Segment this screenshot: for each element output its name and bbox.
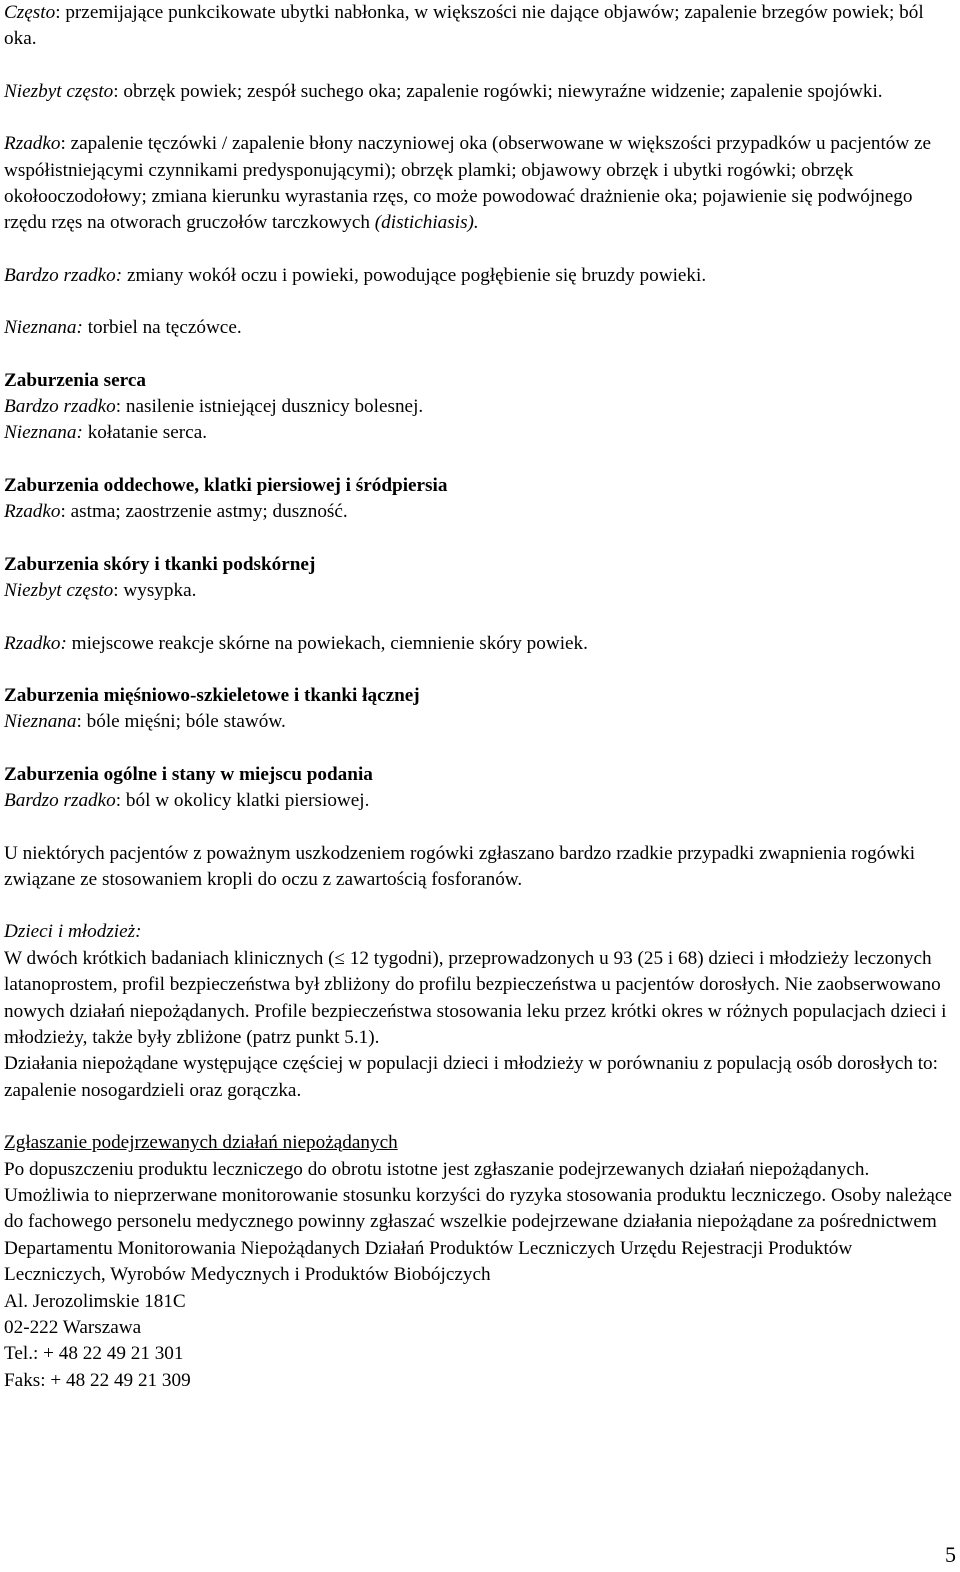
paragraph-text: : obrzęk powiek; zespół suchego oka; zapalenie rogówki; niewyraźne widzenie; zapalenie spojówki.: [113, 80, 883, 102]
page-number: 5: [945, 1542, 956, 1567]
section-line: [4, 709, 954, 735]
paragraph-text: W dwóch krótkich badaniach klinicznych (: [4, 947, 335, 969]
line-text: miejscowe reakcje skórne na powiekach, ciemnienie skóry powiek.: [66, 632, 588, 654]
paragraph-unknown: [4, 315, 954, 341]
section-heading-skin: Zaburzenia skóry i tkanki podskórnej: [4, 553, 316, 575]
section-line: [4, 420, 954, 446]
children-heading-text: Dzieci i młodzież:: [4, 921, 142, 943]
paragraph-rare: [4, 131, 954, 237]
paragraph-text: 12 tygodni), przeprowadzonych u 93 (25 i 68) dzieci i młodzieży leczonych latanoprostem, profil bezpieczeństwa był zbliżony do profilu bezpieczeństwa u pacjentów dorosłych. Nie zaobserwowano nowych działań niepożądanych. Profile bezpieczeństwa stosowania leku przez krótki okres w różnych populacjach dzieci i młodzieży, także były zbliżone (patrz punkt 5.1).: [4, 947, 947, 1048]
paragraph-text: : zapalenie tęczówki / zapalenie błony naczyniowej oka (obserwowane w większości przypadków u pacjentów ze współistniejącymi czynnikami predysponującymi); obrzęk plamki; objawowy obrzęk i ubytki rogówki; obrzęk okołooczodołowy; zmiana kierunku wyrastania rzęs, co może powodować drażnienie oka; pojawienie się podwójnego rzędu rzęs na otworach gruczołów tarczkowych: [4, 133, 932, 234]
section-heading-respiratory: Zaburzenia oddechowe, klatki piersiowej i śródpiersia: [4, 474, 448, 496]
term-italic: (distichiasis).: [374, 212, 479, 234]
children-paragraph-2: Działania niepożądane występujące częściej w populacji dzieci i młodzieży w porównaniu z populacją osób dorosłych to: zapalenie nosogardzieli oraz gorączka.: [4, 1053, 938, 1101]
frequency-label: Bardzo rzadko:: [4, 264, 123, 286]
frequency-label: Nieznana:: [4, 317, 83, 339]
section-line: [4, 631, 954, 657]
line-text: kołatanie serca.: [82, 422, 208, 444]
phone-line: Tel.: + 48 22 49 21 301: [4, 1343, 184, 1365]
frequency-label: Niezbyt często: [4, 80, 114, 102]
children-paragraph: [4, 946, 954, 1052]
report-heading: Zgłaszanie podejrzewanych działań niepożądanych: [4, 1132, 398, 1154]
document-page: [4, 0, 954, 1394]
report-paragraph: Po dopuszczeniu produktu leczniczego do obrotu istotne jest zgłaszanie podejrzewanych działań niepożądanych. Umożliwia to nieprzerwane monitorowanie stosunku korzyści do ryzyka stosowania produktu leczniczego. Osoby należące do fachowego personelu medycznego powinny zgłaszać wszelkie podejrzewane działania niepożądane za pośrednictwem Departamentu Monitorowania Niepożądanych Działań Produktów Leczniczych Urzędu Rejestracji Produktów Leczniczych, Wyrobów Medycznych i Produktów Biobójczych: [4, 1158, 952, 1286]
line-text: : bóle mięśni; bóle stawów.: [76, 711, 286, 733]
paragraph-uncommon: [4, 79, 954, 105]
frequency-label: Bardzo rzadko: [4, 396, 116, 418]
line-text: : nasilenie istniejącej dusznicy bolesnej.: [115, 396, 424, 418]
frequency-label: Nieznana: [4, 711, 77, 733]
section-heading-musculoskeletal: Zaburzenia mięśniowo-szkieletowe i tkanki łącznej: [4, 684, 420, 706]
paragraph-text: torbiel na tęczówce.: [82, 317, 242, 339]
paragraph-text: : przemijające punkcikowate ubytki nabłonka, w większości nie dające objawów; zapalenie brzegów powiek; ból oka.: [4, 2, 924, 50]
line-text: : ból w okolicy klatki piersiowej.: [115, 790, 370, 812]
frequency-label: Często: [4, 2, 56, 23]
less-equal-symbol: ≤: [334, 947, 345, 969]
section-heading-heart: Zaburzenia serca: [4, 369, 146, 391]
frequency-label: Rzadko:: [4, 632, 67, 654]
section-line: [4, 394, 954, 420]
address-line-2: 02-222 Warszawa: [4, 1317, 142, 1339]
address-line-1: Al. Jerozolimskie 181C: [4, 1290, 186, 1312]
paragraph-very-rare: [4, 263, 954, 289]
line-text: : wysypka.: [113, 580, 197, 602]
line-text: : astma; zaostrzenie astmy; duszność.: [60, 501, 348, 523]
frequency-label: Rzadko: [4, 133, 61, 155]
paragraph-phosphate: U niektórych pacjentów z poważnym uszkodzeniem rogówki zgłaszano bardzo rzadkie przypadki zwapnienia rogówki związane ze stosowaniem kropli do oczu z zawartością fosforanów.: [4, 842, 916, 890]
section-line: [4, 578, 954, 604]
children-heading: [4, 919, 954, 945]
frequency-label: Niezbyt często: [4, 580, 114, 602]
fax-line: Faks: + 48 22 49 21 309: [4, 1369, 191, 1391]
frequency-label: Bardzo rzadko: [4, 790, 116, 812]
frequency-label: Nieznana:: [4, 422, 83, 444]
frequency-label: Rzadko: [4, 501, 61, 523]
section-heading-general: Zaburzenia ogólne i stany w miejscu podania: [4, 763, 373, 785]
paragraph-common: [4, 0, 954, 53]
paragraph-text: zmiany wokół oczu i powieki, powodujące pogłębienie się bruzdy powieki.: [122, 264, 707, 286]
section-line: [4, 788, 954, 814]
section-line: [4, 499, 954, 525]
